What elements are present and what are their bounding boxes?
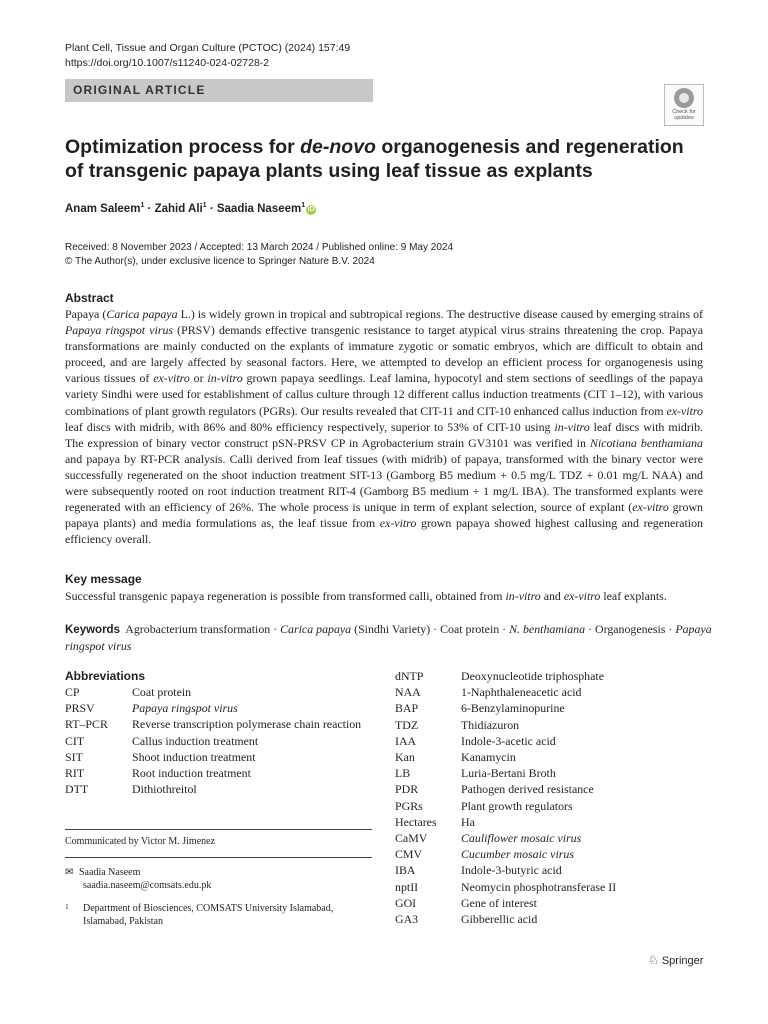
title-part-2: organogenesis and regeneration of transgenic papaya plants using leaf tissue as explants <box>65 136 684 182</box>
abbreviation-term: IBA <box>395 863 416 878</box>
abbreviation-term: IAA <box>395 733 417 748</box>
footnote-divider <box>65 829 372 830</box>
abbreviation-definition: Indole-3-butyric acid <box>461 863 562 878</box>
abbreviation-definition: Gene of interest <box>461 895 537 910</box>
publisher-logo <box>648 953 703 967</box>
abstract-heading: Abstract <box>65 291 114 305</box>
abbreviation-row <box>395 814 715 830</box>
journal-header <box>65 41 350 71</box>
abbreviation-term: GOI <box>395 895 417 910</box>
abbreviation-term: RT–PCR <box>65 717 108 732</box>
abbreviation-definition: Root induction treatment <box>132 766 251 781</box>
abbreviation-row <box>395 749 715 765</box>
affiliation-text: Department of Biosciences, COMSATS University Islamabad, Islamabad, Pakistan <box>83 903 334 927</box>
communicated-by: Communicated by Victor M. Jimenez <box>65 836 216 847</box>
abbreviation-row <box>65 733 375 749</box>
abbreviation-definition: Callus induction treatment <box>132 733 259 748</box>
abbreviation-row <box>65 765 375 781</box>
abbreviation-term: DTT <box>65 782 89 797</box>
author-name[interactable]: Saadia Naseem <box>216 202 302 215</box>
abbreviation-term: CP <box>65 685 80 699</box>
abbreviation-term: nptII <box>395 879 419 894</box>
abbreviation-definition: Shoot induction treatment <box>132 749 256 764</box>
abbreviation-row <box>65 684 375 700</box>
springer-horse-icon: ♘ <box>648 953 659 967</box>
abbreviation-term: Kan <box>395 750 415 765</box>
abbreviation-term: CMV <box>395 847 423 862</box>
footnote-divider <box>65 857 372 858</box>
abbreviation-term: Hectares <box>395 814 437 829</box>
abbreviation-row <box>395 846 715 862</box>
abbreviation-row <box>65 700 375 716</box>
journal-citation: Plant Cell, Tissue and Organ Culture (PCTOC) (2024) 157:49 <box>65 42 351 54</box>
affiliation <box>65 902 365 928</box>
abbreviation-definition: 6-Benzylaminopurine <box>461 701 565 716</box>
title-part-1: Optimization process for <box>65 136 301 158</box>
key-message-heading: Key message <box>65 572 142 586</box>
author-name[interactable]: Zahid Ali <box>154 202 203 215</box>
abbreviation-row <box>395 717 715 733</box>
abbreviation-row <box>395 911 715 927</box>
abbreviation-term: CIT <box>65 733 85 748</box>
abbreviation-definition: Pathogen derived resistance <box>461 782 594 797</box>
key-message-text: Successful transgenic papaya regeneration is possible from transformed calli, obtained from in-vitro and ex-vitro leaf explants. <box>65 589 667 603</box>
abbreviation-definition: Gibberellic acid <box>461 912 538 927</box>
abbreviation-term: LB <box>395 766 411 781</box>
publisher-name: Springer <box>661 955 704 967</box>
abbreviation-definition: Ha <box>461 814 475 829</box>
abbreviation-row <box>395 684 715 700</box>
abbreviation-definition: Cucumber mosaic virus <box>461 847 574 862</box>
copyright-line: © The Author(s), under exclusive licence to Springer Nature B.V. 2024 <box>65 256 375 267</box>
abbreviation-definition: Cauliflower mosaic virus <box>461 831 582 846</box>
abbreviation-definition: Kanamycin <box>461 750 516 765</box>
abbreviation-term: PDR <box>395 782 419 797</box>
abbreviations-list-right <box>395 668 715 927</box>
envelope-icon: ✉ <box>65 867 74 878</box>
keywords: Keywords Agrobacterium transformation · Carica papaya (Sindhi Variety) · Coat protein · N. benthamiana · Organogenesis · Papaya ringspot virus <box>65 622 712 653</box>
abbreviation-definition: Papaya ringspot virus <box>132 701 238 716</box>
author-affil-sup: 1 <box>140 202 145 209</box>
abbreviation-row <box>395 830 715 846</box>
doi-link[interactable]: https://doi.org/10.1007/s11240-024-02728-2 <box>65 57 270 69</box>
abbreviation-term: SIT <box>65 749 83 764</box>
corresponding-author: Saadia Naseem <box>79 867 141 878</box>
affiliation-number: 1 <box>65 902 69 911</box>
author-sep: · <box>144 202 155 215</box>
crossmark-label-2: updates <box>674 115 694 121</box>
abbreviation-definition: Indole-3-acetic acid <box>461 733 556 748</box>
abbreviation-row <box>395 733 715 749</box>
abbreviation-term: BAP <box>395 701 419 716</box>
abbreviation-definition: Reverse transcription polymerase chain reaction <box>132 717 362 732</box>
author-affil-sup: 1 <box>202 202 207 209</box>
abbreviation-definition: Luria-Bertani Broth <box>461 766 556 781</box>
article-dates <box>65 241 453 269</box>
abstract-text: Papaya (Carica papaya L.) is widely grown in tropical and subtropical regions. The destructive disease caused by emerging strains of Papaya ringspot virus (PRSV) demands effective transgenic resistance to target atypical virus strains threatening the crop. Papaya transformations are mainly conducted on the explants of immature zygotic or somatic embryos, which are difficult to obtain and proceed, and are largely affected by seasonal factors. Here, we attempted to develop an efficient process for organogenesis using various tissues of ex-vitro or in-vitro grown papaya seedlings. Leaf lamina, hypocotyl and stem sections of seedlings of the papaya variety Sindhi were used for establishment of callus culture through 12 different callus induction treatments (CIT 1–12), with various combinations of plant growth regulators (PGRs). Our results revealed that CIT-11 and CIT-10 enhanced callus induction from ex-vitro leaf discs with midrib, with 86% and 80% efficiency respectively, superior to 53% of CIT-10 using in-vitro leaf discs with midrib. The expression of binary vector construct pSN-PRSV CP in Agrobacterium strain GV3101 was verified in Nicotiana benthamiana and papaya by RT-PCR analysis. Calli derived from leaf tissues (with midrib) of papaya, transformed with the binary vector were successfully regenerated on the shoot induction treatment SIT-13 (Gamborg B5 medium + 0.5 mg/L TDZ + 0.01 mg/L NAA) and were subsequently rooted on root induction treatment RIT-4 (Gamborg B5 medium + 1 mg/L IBA). The transformed explants were regenerated with an efficiency of 26%. The whole process is unique in term of explant selection, source of explant (ex-vitro grown papaya plants) and media formulations as, the leaf tissue from ex-vitro grown papaya showed highest callusing and regeneration efficiency overall. <box>65 307 703 547</box>
abbreviation-definition: Dithiothreitol <box>132 782 197 797</box>
orcid-icon[interactable]: iD <box>307 205 315 213</box>
abbreviation-definition: Neomycin phosphotransferase II <box>461 879 617 894</box>
abbreviation-term: CaMV <box>395 831 428 846</box>
abbreviation-row <box>395 700 715 716</box>
abbreviation-row <box>395 862 715 878</box>
abbreviation-term: RIT <box>65 766 85 781</box>
abbreviation-definition: Deoxynucleotide triphosphate <box>461 669 604 683</box>
keywords-heading: Keywords <box>65 624 120 636</box>
abbreviation-definition: 1-Naphthaleneacetic acid <box>461 685 582 700</box>
abbreviation-row <box>395 668 715 684</box>
abbreviations-list-left <box>65 684 375 797</box>
crossmark-icon <box>674 88 694 108</box>
abbreviation-row <box>65 716 375 732</box>
abbreviation-row <box>395 765 715 781</box>
abbreviation-definition: Plant growth regulators <box>461 798 573 813</box>
publication-history: Received: 8 November 2023 / Accepted: 13 March 2024 / Published online: 9 May 2024 <box>65 242 454 253</box>
author-name[interactable]: Anam Saleem <box>65 202 141 215</box>
abbreviation-term: NAA <box>395 685 421 700</box>
abbreviation-row <box>65 749 375 765</box>
abbreviations-heading: Abbreviations <box>65 669 146 683</box>
author-list <box>65 202 316 215</box>
author-affil-sup: 1 <box>301 202 306 209</box>
abbreviation-term: dNTP <box>395 669 424 683</box>
article-type-banner: ORIGINAL ARTICLE <box>65 79 373 102</box>
abbreviation-term: GA3 <box>395 912 419 927</box>
abbreviation-row <box>395 879 715 895</box>
abbreviation-term: TDZ <box>395 717 419 732</box>
abbreviation-row <box>395 781 715 797</box>
correspondence <box>65 866 211 892</box>
article-title <box>65 135 685 183</box>
corresponding-email[interactable]: saadia.naseem@comsats.edu.pk <box>83 880 212 891</box>
abbreviation-term: PRSV <box>65 701 95 716</box>
abbreviation-row <box>395 798 715 814</box>
check-for-updates-badge[interactable] <box>664 84 704 126</box>
abbreviation-definition: Coat protein <box>132 685 192 699</box>
abbreviation-term: PGRs <box>395 798 423 813</box>
crossmark-label-1: Check for <box>672 109 696 115</box>
author-sep: · <box>206 202 217 215</box>
abbreviation-row <box>65 781 375 797</box>
abbreviation-row <box>395 895 715 911</box>
title-italic: de-novo <box>300 136 376 158</box>
abbreviation-definition: Thidiazuron <box>461 717 520 732</box>
